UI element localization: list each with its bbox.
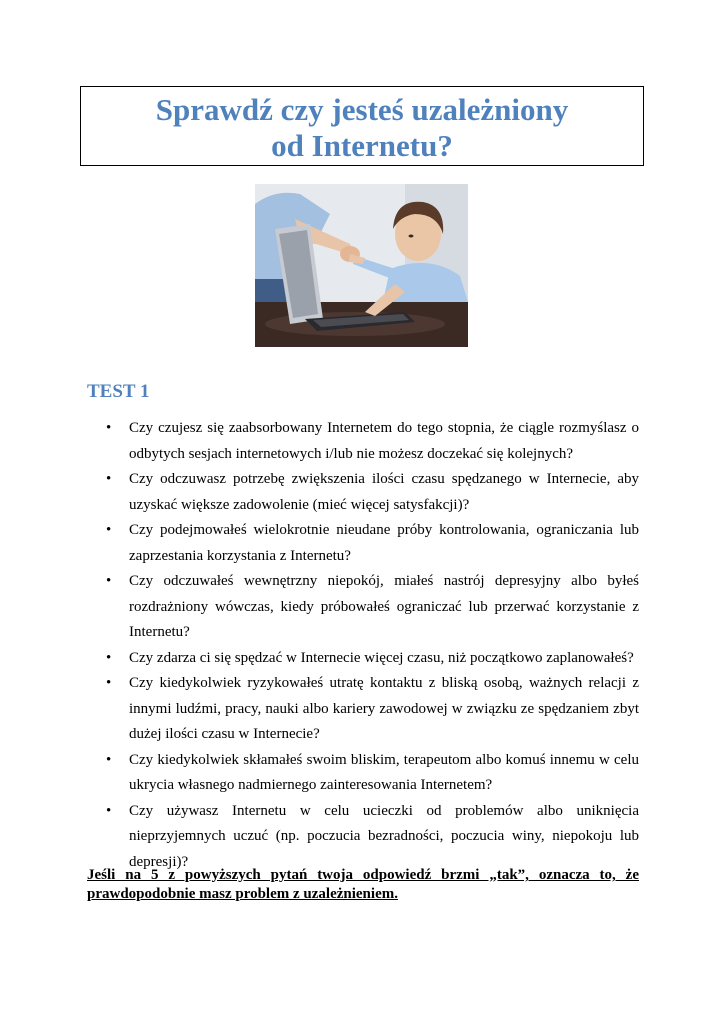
title-box <box>80 86 644 166</box>
bullet-icon: • <box>106 675 112 691</box>
list-item <box>87 569 639 646</box>
question-text: Czy kiedykolwiek ryzykowałeś utratę kontaktu z bliską osobą, ważnych relacji z innymi ludźmi, pracy, nauki albo kariery zawodowej w związku ze spędzaniem zbyt dużej ilości czasu w Internecie? <box>129 675 639 742</box>
bullet-icon: • <box>106 420 112 436</box>
question-text: Czy czujesz się zaabsorbowany Internetem do tego stopnia, że ciągle rozmyślasz o odbytych sesjach internetowych i/lub nie możesz doczekać się kolejnych? <box>129 420 639 462</box>
list-item <box>87 646 639 672</box>
list-item <box>87 671 639 748</box>
list-item <box>87 748 639 799</box>
list-item <box>87 799 639 876</box>
bullet-icon: • <box>106 751 112 768</box>
bullet-icon: • <box>106 471 112 487</box>
question-text: Czy zdarza ci się spędzać w Internecie więcej czasu, niż początkowo zaplanowałeś? <box>129 649 634 666</box>
list-item <box>87 416 639 467</box>
question-text: Czy używasz Internetu w celu ucieczki od problemów albo uniknięcia nieprzyjemnych uczuć (np. poczucia bezradności, poczucia winy, niepokoju lub depresji)? <box>129 802 639 870</box>
bullet-icon: • <box>106 573 112 589</box>
question-text: Czy odczuwasz potrzebę zwiększenia ilości czasu spędzanego w Internecie, aby uzyskać większe zadowolenie (mieć więcej satysfakcji)? <box>129 471 639 513</box>
question-text: Czy odczuwałeś wewnętrzny niepokój, miałeś nastrój depresyjny albo byłeś rozdrażniony wówczas, kiedy próbowałeś ograniczać lub przerwać korzystanie z Internetu? <box>129 573 639 640</box>
test-heading: TEST 1 <box>87 381 150 402</box>
conclusion-text: Jeśli na 5 z powyższych pytań twoja odpowiedź brzmi „tak”, oznacza to, że prawdopodobnie masz problem z uzależnieniem. <box>87 867 639 902</box>
bullet-icon: • <box>106 522 112 538</box>
list-item <box>87 518 639 569</box>
question-text: Czy kiedykolwiek skłamałeś swoim bliskim, terapeutom albo komuś innemu w celu ukrycia własnego nadmiernego zainteresowania Internetem? <box>129 751 639 793</box>
page-title-line-1: Sprawdź czy jesteś uzależniony <box>155 92 569 127</box>
question-list <box>87 416 639 875</box>
bullet-icon: • <box>106 649 112 666</box>
bullet-icon: • <box>106 802 112 819</box>
photo-boy-laptop <box>255 184 468 347</box>
page-title-line-2: od Internetu? <box>271 128 453 163</box>
list-item <box>87 467 639 518</box>
question-text: Czy podejmowałeś wielokrotnie nieudane próby kontrolowania, ograniczania lub zaprzestania korzystania z Internetu? <box>129 522 639 564</box>
